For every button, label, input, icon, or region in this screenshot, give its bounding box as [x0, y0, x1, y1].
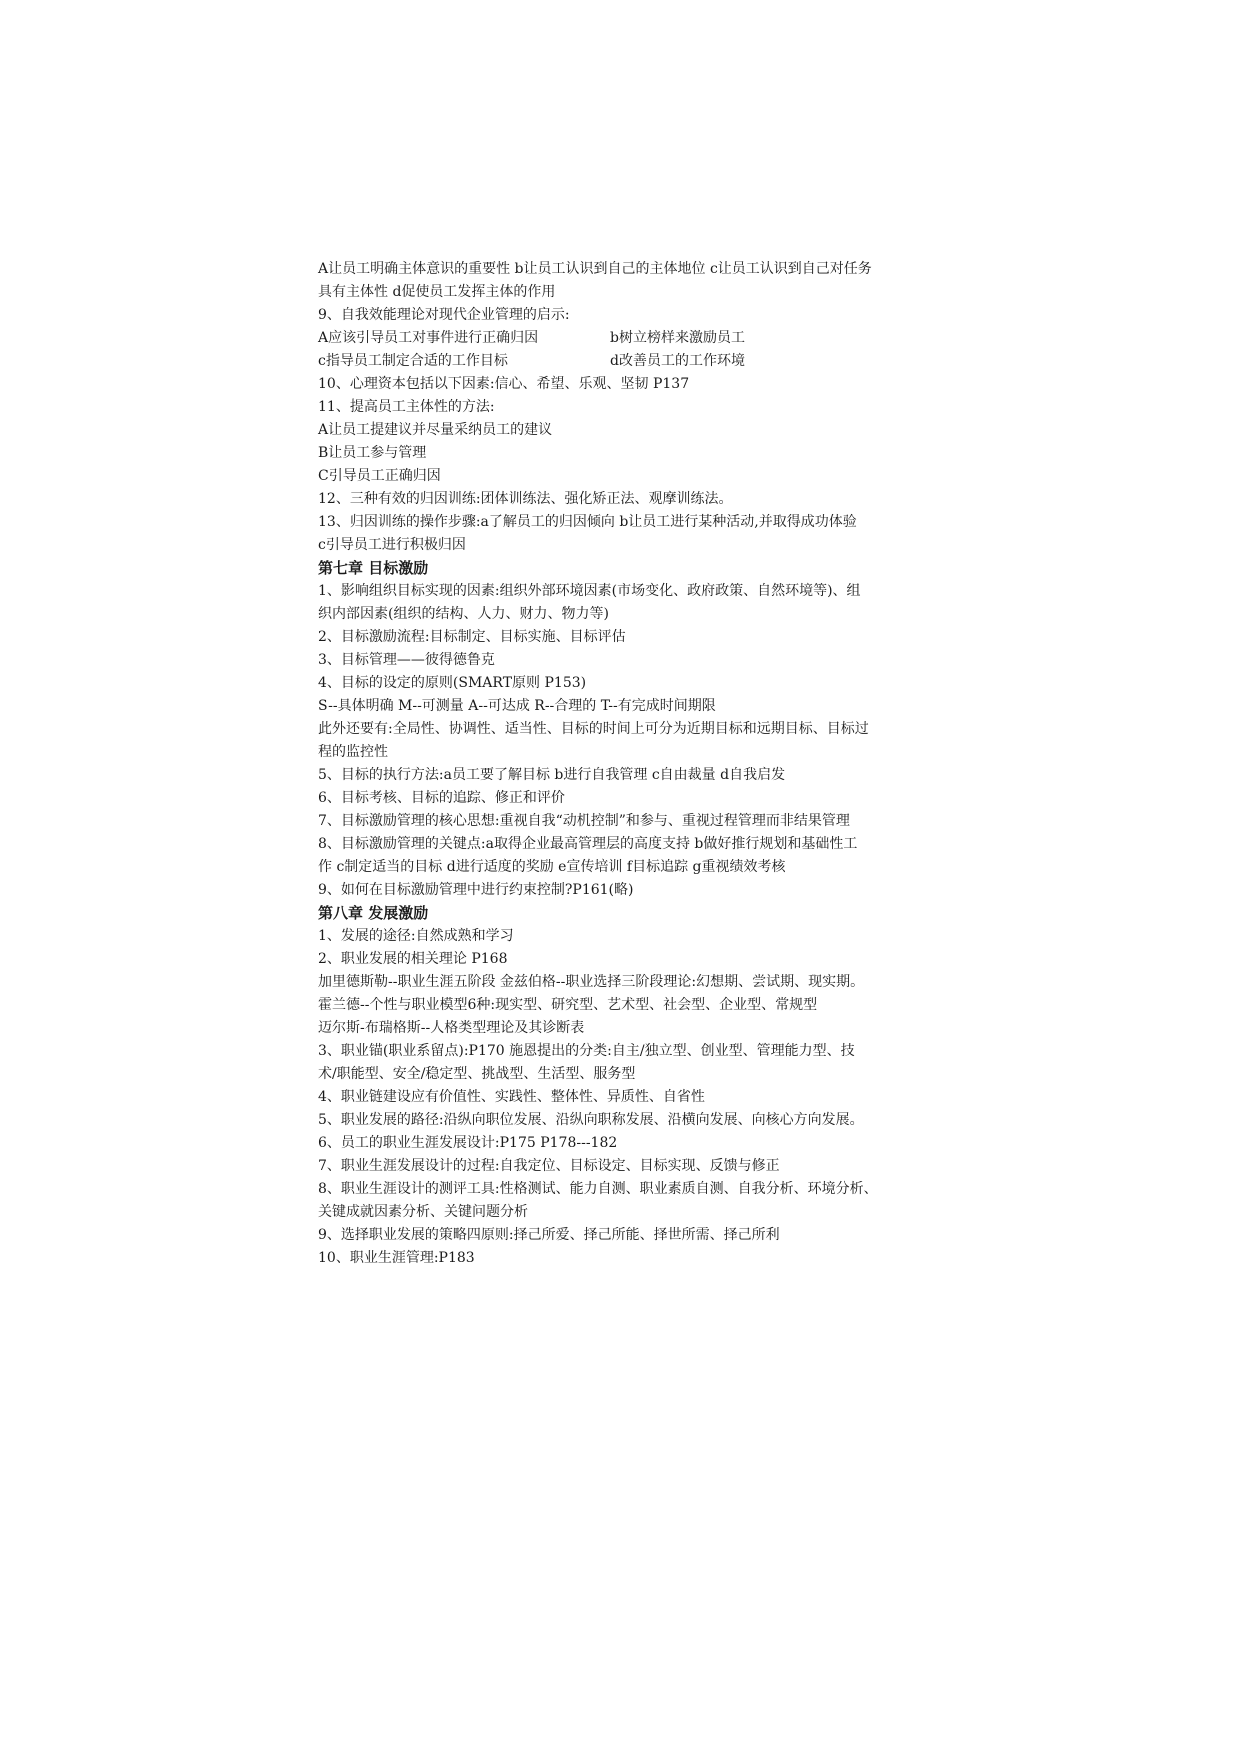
text-line: 9、自我效能理论对现代企业管理的启示: [318, 307, 570, 323]
text-line: 8、职业生涯设计的测评工具:性格测试、能力自测、职业素质自测、自我分析、环境分析、 [318, 1181, 878, 1197]
text-line: 霍兰德--个性与职业模型6种:现实型、研究型、艺术型、社会型、企业型、常规型 [318, 997, 818, 1013]
text-line: 术/职能型、安全/稳定型、挑战型、生活型、服务型 [318, 1066, 636, 1082]
text-line: 3、职业锚(职业系留点):P170 施恩提出的分类:自主/独立型、创业型、管理能力型、技 [318, 1043, 855, 1059]
text-line: 12、三种有效的归因训练:团体训练法、强化矫正法、观摩训练法。 [318, 491, 733, 507]
text-line: c引导员工进行积极归因 [318, 537, 466, 553]
text-line: d改善员工的工作环境 [610, 353, 745, 369]
text-line: B让员工参与管理 [318, 445, 427, 461]
chapter-7-heading: 第七章 目标激励 [318, 559, 429, 577]
text-line: 织内部因素(组织的结构、人力、财力、物力等) [318, 606, 609, 622]
text-line: 9、如何在目标激励管理中进行约束控制?P161(略) [318, 882, 634, 898]
text-line: 程的监控性 [318, 744, 388, 760]
text-line: 4、职业链建设应有价值性、实践性、整体性、异质性、自省性 [318, 1089, 705, 1105]
text-line: A让员工提建议并尽量采纳员工的建议 [318, 422, 553, 438]
text-line: 5、职业发展的路径:沿纵向职位发展、沿纵向职称发展、沿横向发展、向核心方向发展。 [318, 1112, 864, 1128]
text-line: A应该引导员工对事件进行正确归因 [318, 330, 539, 346]
text-line: 1、发展的途径:自然成熟和学习 [318, 928, 514, 944]
text-line: 4、目标的设定的原则(SMART原则 P153) [318, 675, 587, 691]
text-line: 关键成就因素分析、关键问题分析 [318, 1204, 528, 1220]
text-line: A让员工明确主体意识的重要性 b让员工认识到自己的主体地位 c让员工认识到自己对任务 [318, 261, 872, 277]
text-line: 7、职业生涯发展设计的过程:自我定位、目标设定、目标实现、反馈与修正 [318, 1158, 780, 1174]
document-body [318, 258, 928, 1270]
text-line: 7、目标激励管理的核心思想:重视自我“动机控制”和参与、重视过程管理而非结果管理 [318, 813, 850, 829]
text-line: 2、目标激励流程:目标制定、目标实施、目标评估 [318, 629, 626, 645]
text-line: C引导员工正确归因 [318, 468, 441, 484]
text-line: 11、提高员工主体性的方法: [318, 399, 495, 415]
two-column-line [318, 350, 928, 373]
text-line: 2、职业发展的相关理论 P168 [318, 951, 508, 967]
chapter-8-heading: 第八章 发展激励 [318, 904, 429, 922]
text-line: b树立榜样来激励员工 [610, 330, 745, 346]
text-line: 6、目标考核、目标的追踪、修正和评价 [318, 790, 565, 806]
text-line: 作 c制定适当的目标 d进行适度的奖励 e宣传培训 f目标追踪 g重视绩效考核 [318, 859, 786, 875]
text-line: 10、心理资本包括以下因素:信心、希望、乐观、坚韧 P137 [318, 376, 690, 392]
text-line: S--具体明确 M--可测量 A--可达成 R--合理的 T--有完成时间期限 [318, 698, 716, 714]
text-line: 加里德斯勒--职业生涯五阶段 金兹伯格--职业选择三阶段理论:幻想期、尝试期、现实期。 [318, 974, 865, 990]
text-line: 3、目标管理——彼得德鲁克 [318, 652, 495, 668]
text-line: 迈尔斯-布瑞格斯--人格类型理论及其诊断表 [318, 1020, 585, 1036]
two-column-line [318, 327, 928, 350]
text-line: 8、目标激励管理的关键点:a取得企业最高管理层的高度支持 b做好推行规划和基础性工 [318, 836, 858, 852]
text-line: 13、归因训练的操作步骤:a了解员工的归因倾向 b让员工进行某种活动,并取得成功体验 [318, 514, 857, 530]
text-line: 此外还要有:全局性、协调性、适当性、目标的时间上可分为近期目标和远期目标、目标过 [318, 721, 869, 737]
text-line: 5、目标的执行方法:a员工要了解目标 b进行自我管理 c自由裁量 d自我启发 [318, 767, 786, 783]
text-line: 6、员工的职业生涯发展设计:P175 P178---182 [318, 1135, 618, 1151]
text-line: 10、职业生涯管理:P183 [318, 1250, 475, 1266]
text-line: 1、影响组织目标实现的因素:组织外部环境因素(市场变化、政府政策、自然环境等)、组 [318, 583, 861, 599]
text-line: 具有主体性 d促使员工发挥主体的作用 [318, 284, 556, 300]
text-line: c指导员工制定合适的工作目标 [318, 353, 508, 369]
text-line: 9、选择职业发展的策略四原则:择己所爱、择己所能、择世所需、择己所利 [318, 1227, 780, 1243]
